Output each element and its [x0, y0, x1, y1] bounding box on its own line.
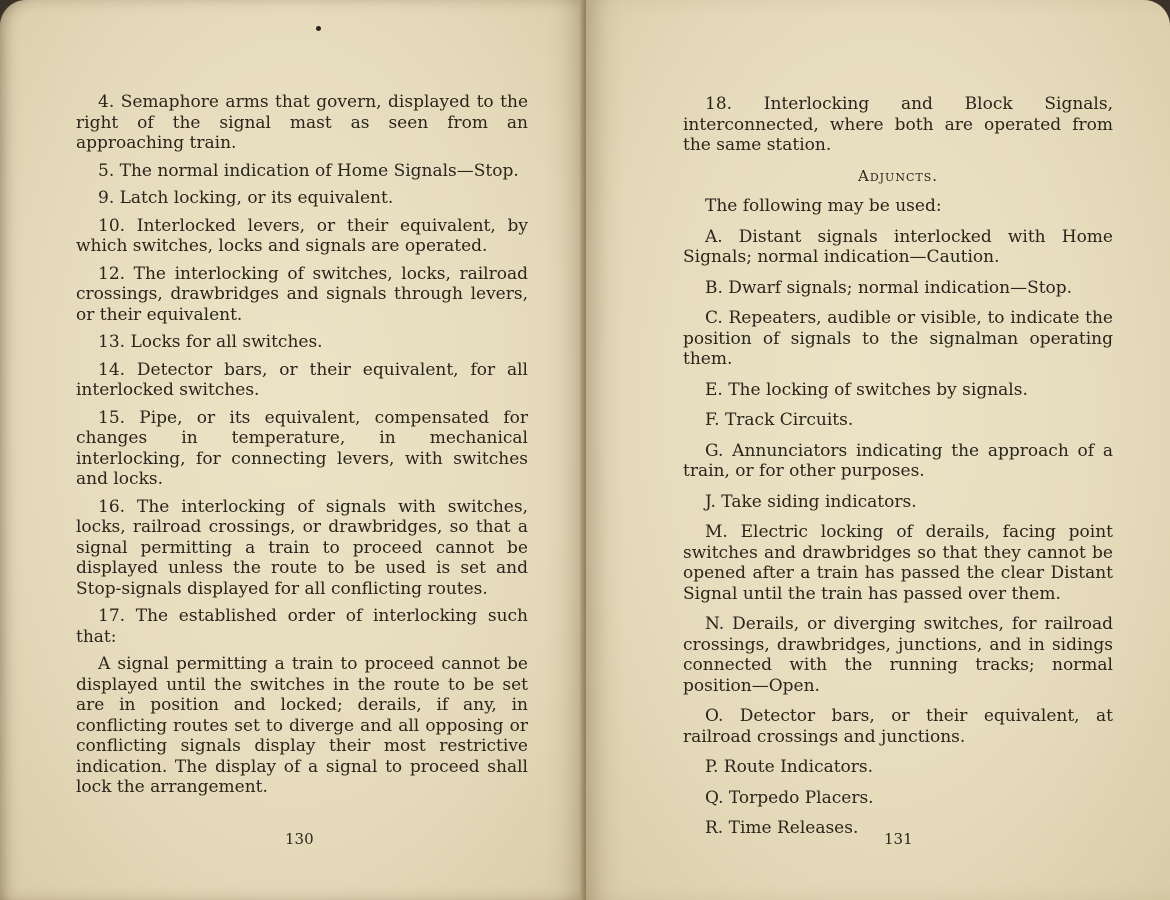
left-page-text — [76, 92, 528, 805]
ink-dot — [316, 26, 321, 31]
paragraph-17: 17. The established order of interlocking such that: — [76, 606, 528, 647]
left-page — [0, 0, 584, 900]
paragraph-9: 9. Latch locking, or its equivalent. — [98, 188, 394, 208]
adjunct-a: A. Distant signals interlocked with Home Signals; normal indication—Caution. — [683, 226, 1113, 267]
adjunct-c: C. Repeaters, audible or visible, to indicate the position of signals to the signalman operating them. — [683, 308, 1113, 369]
adjunct-j: J. Take siding indicators. — [705, 491, 917, 512]
section-heading-adjuncts: Adjuncts. — [857, 166, 938, 185]
right-page-text — [683, 94, 1113, 849]
paragraph-16: 16. The interlocking of signals with switches, locks, railroad crossings, or drawbridges, so that a signal permitting a train to proceed cannot be displayed unless the route to be used is set and Stop-signals displayed for all conflicting routes. — [76, 496, 528, 599]
paragraph-13: 13. Locks for all switches. — [98, 332, 323, 352]
paragraph-17-detail: A signal permitting a train to proceed cannot be displayed until the switches in the route to be set are in position and locked; derails, if any, in conflicting routes set to diverge and all opposing or conflicting signals display their most restrictive indication. The display of a signal to proceed shall lock the arrangement. — [76, 654, 528, 797]
adjunct-e: E. The locking of switches by signals. — [705, 379, 1028, 400]
paragraph-10: 10. Interlocked levers, or their equivalent, by which switches, locks and signals are operated. — [76, 215, 528, 256]
right-page — [586, 0, 1170, 900]
adjunct-g: G. Annunciators indicating the approach of a train, or for other purposes. — [683, 440, 1113, 481]
adjunct-n: N. Derails, or diverging switches, for railroad crossings, drawbridges, junctions, and in sidings connected with the running tracks; normal position—Open. — [683, 614, 1113, 696]
adjunct-q: Q. Torpedo Placers. — [705, 787, 874, 808]
page-number-left: 130 — [285, 830, 314, 848]
adjuncts-lead: The following may be used: — [705, 196, 942, 216]
page-number-right: 131 — [884, 830, 913, 848]
paragraph-18: 18. Interlocking and Block Signals, interconnected, where both are operated from the same station. — [683, 94, 1113, 155]
paragraph-5: 5. The normal indication of Home Signals—Stop. — [98, 160, 519, 181]
paragraph-4: 4. Semaphore arms that govern, displayed to the right of the signal mast as seen from an approaching train. — [76, 92, 528, 153]
adjunct-r: R. Time Releases. — [705, 818, 859, 838]
adjunct-p: P. Route Indicators. — [705, 757, 874, 777]
adjunct-o: O. Detector bars, or their equivalent, at railroad crossings and junctions. — [683, 706, 1113, 747]
paragraph-14: 14. Detector bars, or their equivalent, for all interlocked switches. — [76, 359, 528, 400]
paragraph-15: 15. Pipe, or its equivalent, compensated for changes in temperature, in mechanical interlocking, for connecting levers, with switches and locks. — [76, 407, 528, 489]
paragraph-12: 12. The interlocking of switches, locks, railroad crossings, drawbridges and signals through levers, or their equivalent. — [76, 263, 528, 325]
adjunct-f: F. Track Circuits. — [705, 410, 854, 430]
adjunct-b: B. Dwarf signals; normal indication—Stop. — [705, 277, 1073, 298]
adjunct-m: M. Electric locking of derails, facing point switches and drawbridges so that they cannot be opened after a train has passed the clear Distant Signal until the train has passed over them. — [683, 522, 1113, 604]
